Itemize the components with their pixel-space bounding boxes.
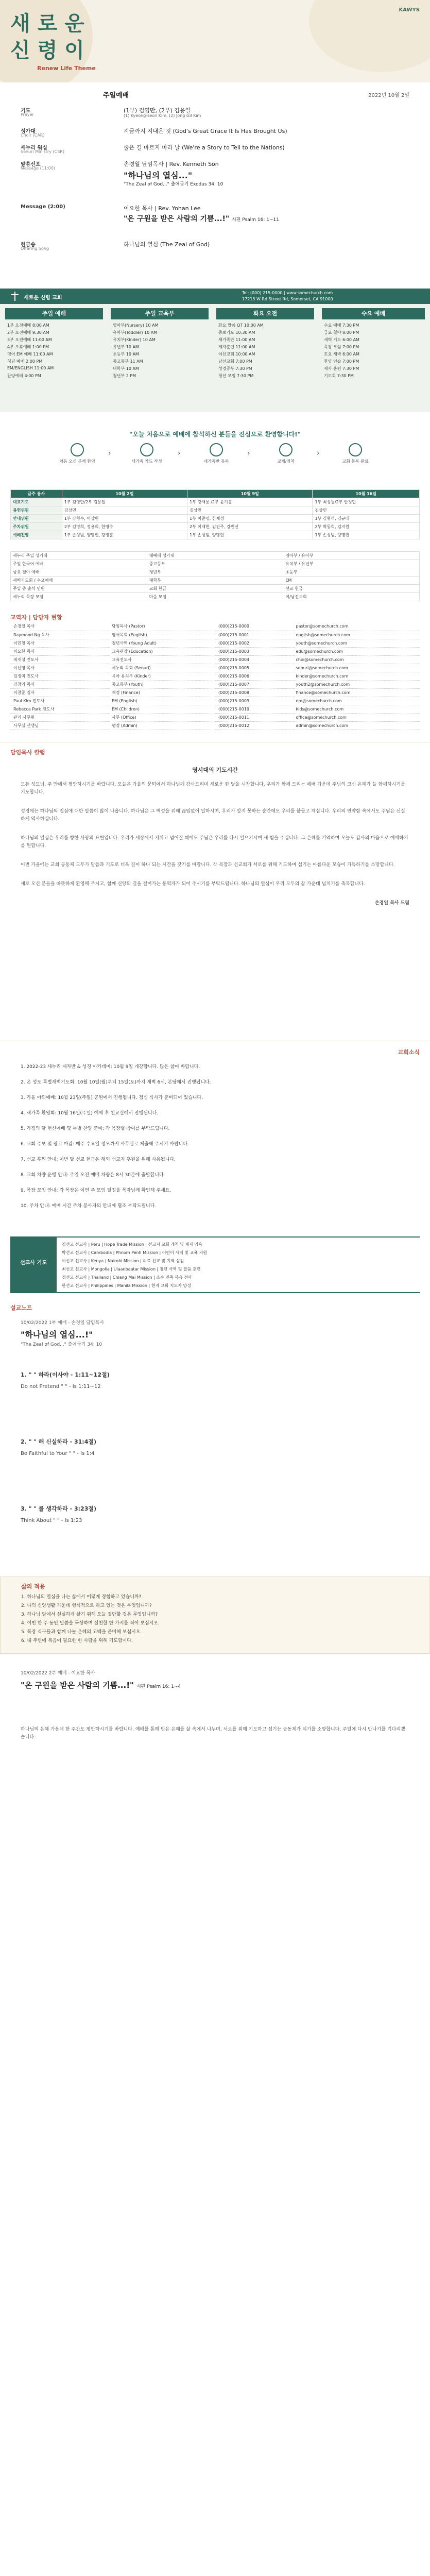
schedule-item: 화요 말씀 QT 10:00 AM — [218, 323, 264, 328]
schedule-item: 새가족반 11:00 AM — [218, 337, 255, 342]
schedule-item: 대학부 10 AM — [113, 366, 139, 371]
sermon-point — [21, 1370, 409, 1406]
row-content: 이요한 목사 | Rev. Yohan Lee — [124, 205, 201, 212]
worship-row-message — [21, 160, 412, 196]
table-cell: 초등부 — [283, 568, 420, 577]
sermon-note-header: 설교노트 — [10, 1304, 32, 1311]
table-cell: 대표기도 — [11, 498, 62, 506]
cross-icon — [10, 292, 20, 301]
table-row — [10, 655, 420, 664]
table-cell: 주차위원 — [11, 523, 62, 531]
mission-row: 최선교 선교사 | Mongolia | Ulaanbaatar Mission | 청년 사역 및 말씀 훈련 — [62, 1267, 201, 1272]
table-cell: (000)215-0003 — [215, 647, 293, 655]
row-sublabel: Message (11:00) — [21, 166, 55, 171]
table-cell: 안내위원 — [11, 515, 62, 523]
apply-list — [21, 1594, 410, 1646]
table-cell: choi@somechurch.com — [293, 655, 420, 664]
table-cell: 1부 이준영, 한재성 — [187, 515, 313, 523]
schedule-column — [7, 323, 54, 380]
mission-row: 이선교 선교사 | Kenya | Nairobi Mission | 의료 선교 및 지역 섬김 — [62, 1259, 184, 1263]
table-cell: youth2@somechurch.com — [293, 680, 420, 688]
point-kr: 3. " " 를 생각하라 - 3:23절) — [21, 1505, 97, 1512]
table-cell: 중고등부 — [147, 560, 283, 568]
church-logo: KAWYS — [399, 7, 420, 13]
column-paragraph: 이번 가을에는 교회 공동체 모두가 말씀과 기도로 더욱 깊이 하나 되는 시간을 갖기를 바랍니다. 각 목장과 선교회가 서로를 위해 기도하며 섬기는 아름다운 모습이 가득하기를 소망합니다. — [21, 862, 395, 868]
schedule-item: 청년 모임 7:30 PM — [218, 374, 254, 378]
table-cell: 유치부 / 유년부 — [283, 560, 420, 568]
schedule-item: 유년부 10 AM — [113, 345, 139, 349]
table-cell: 이민철 목사 — [10, 639, 109, 647]
worship-date: 2022년 10월 2일 — [368, 93, 409, 98]
schedule-item: 제자훈련 11:00 AM — [218, 345, 255, 349]
table-cell: 선교 헌금 — [283, 585, 420, 593]
sermon-note-title: "하나님의 열심...!" — [21, 1330, 93, 1340]
table-cell: 교육관장 (Education) — [109, 647, 215, 655]
row-label: 성가대 — [21, 129, 36, 134]
apply-item: 4. 이번 한 주 동안 말씀을 묵상하며 실천할 한 가지를 적어 보십시오. — [21, 1621, 160, 1626]
step-icon — [140, 443, 153, 456]
table-row — [10, 631, 420, 639]
news-item: 3. 가을 야외예배: 10월 23일(주일) 공원에서 진행됩니다. 점심 식사가 준비되어 있습니다. — [21, 1095, 203, 1100]
second-sermon-meta: 10/02/2022 2부 예배 - 이요한 목사 — [21, 1671, 95, 1676]
schedule-column — [113, 323, 159, 380]
table-row — [11, 498, 420, 506]
row-content: 줄은 길 마르지 마라 날 (We're a Story to Tell to the Nations) — [124, 144, 285, 151]
arrow-right-icon: › — [178, 449, 181, 457]
table-cell: Paul Kim 전도사 — [10, 697, 109, 705]
table-cell: 1부 김형석, 김규태 — [313, 515, 420, 523]
table-cell: edu@somechurch.com — [293, 647, 420, 655]
schedule-item: 초등부 10 AM — [113, 352, 139, 357]
table-cell: senuri@somechurch.com — [293, 664, 420, 672]
row-sublabel: Offering Song — [21, 246, 49, 251]
mission-row: 김선교 선교사 | Peru | Hope Trade Mission | 선교지 교회 개척 및 제자 양육 — [62, 1242, 203, 1247]
step-icon — [349, 443, 362, 456]
schedule-header: 수요 예배 — [322, 308, 425, 319]
row-sublabel: Prayer — [21, 112, 34, 117]
schedule-item: 1부 오전예배 8:00 AM — [7, 323, 49, 328]
column-header: 담임목사 칼럼 — [10, 749, 45, 756]
church-info-band — [0, 289, 430, 304]
table-row — [11, 515, 420, 523]
schedule-item: 여선교회 10:00 AM — [218, 352, 255, 357]
table-cell: 행정 (Admin) — [109, 721, 215, 730]
news-item: 9. 목장 모임 안내: 각 목장은 이번 주 모임 일정을 목자님께 확인해 주세요. — [21, 1188, 171, 1193]
worship-row-offering — [21, 240, 412, 256]
row-content: 지금까지 지내온 것 (God's Great Grace It Is Has Brought Us) — [124, 128, 287, 134]
row-label: Message (2:00) — [21, 204, 65, 210]
second-sermon-title: "온 구원을 받은 사람의 기쁨...!" 시편 Psalm 16: 1~4 — [21, 1681, 181, 1690]
table-row — [10, 688, 420, 697]
table-cell: 2부 박동희, 김지원 — [313, 523, 420, 531]
table-row — [11, 560, 420, 568]
schedule-item: 2부 오전예배 9:30 AM — [7, 330, 49, 335]
table-cell: 1부 강재용 /2부 윤기웅 — [187, 498, 313, 506]
apply-item: 2. 나의 신앙생활 가운데 형식적으로 하고 있는 것은 무엇입니까? — [21, 1603, 152, 1608]
table-row — [10, 721, 420, 730]
hero-title: 새 로 운 신 령 이 — [10, 11, 84, 62]
table-cell: 김상민 — [187, 506, 313, 515]
newcomer-step: 새가족 카드 작성 — [118, 443, 175, 469]
worship-row-senuri — [21, 143, 412, 159]
table-cell: pastor@somechurch.com — [293, 622, 420, 631]
table-cell: 1부 김영만/2부 김용일 — [62, 498, 187, 506]
news-item: 6. 교회 주보 및 광고 마감: 매주 수요일 정오까지 사무실로 제출해 주시기 바랍니다. — [21, 1142, 190, 1147]
table-row — [11, 593, 420, 601]
table-cell: EM (Children) — [109, 705, 215, 713]
schedule-item: 찬양 연습 7:00 PM — [324, 359, 359, 364]
row-content: (1부) 김영만, (2부) 김용일 — [124, 107, 191, 114]
row-sublabel: Senuri Ministry (CSR) — [21, 149, 64, 154]
worship-row-choir — [21, 127, 412, 142]
table-cell: 영아부 / 유아부 — [283, 552, 420, 560]
table-cell: admin@somechurch.com — [293, 721, 420, 730]
table-cell: 세누리 목장 모임 — [11, 593, 147, 601]
table-cell: 김상민 — [62, 506, 187, 515]
news-item: 1. 2022-23 새누리 제자반 & 성경 아카데미: 10월 9일 개강합니다. 많은 참여 바랍니다. — [21, 1064, 200, 1070]
table-row — [11, 577, 420, 585]
newcomer-step: 교회 등록 완료 — [327, 443, 384, 469]
table-cell: 여/남선교회 — [283, 593, 420, 601]
news-item: 5. 가정의 달 헌신예배 및 특별 찬양 준비: 각 목장별 참여를 부탁드립니다. — [21, 1126, 170, 1131]
table-cell: 대예배 성가대 — [147, 552, 283, 560]
table-cell: (000)215-0000 — [215, 622, 293, 631]
schedule-item: 수요 예배 7:30 PM — [324, 323, 359, 328]
schedule-item: 성경공부 7:30 PM — [218, 366, 252, 371]
arrow-right-icon: › — [317, 449, 320, 457]
table-cell: 1부 손성범, 양명현, 강정훈 — [62, 531, 187, 539]
schedule-item: 청년부 2 PM — [113, 374, 136, 378]
news-item: 10. 주차 안내: 예배 시간 주차 봉사자의 안내에 협조 부탁드립니다. — [21, 1204, 157, 1209]
table-cell: em@somechurch.com — [293, 697, 420, 705]
table-cell: 예배진행 — [11, 531, 62, 539]
table-cell: 김정미 전도사 — [10, 672, 109, 680]
schedule-header: 주일 예배 — [5, 308, 103, 319]
schedule-item: 남선교회 7:00 PM — [218, 359, 252, 364]
worship-row-prayer — [21, 106, 412, 122]
table-row — [11, 585, 420, 593]
table-cell: 봉헌위원 — [11, 506, 62, 515]
schedule-item: 제자 훈련 7:30 PM — [324, 366, 359, 371]
table-header-row: 금주 봉사 10월 2일 10월 9일 10월 16일 — [11, 490, 420, 498]
news-list — [21, 1063, 409, 1218]
schedule-column — [324, 323, 359, 380]
table-cell: 김상민 — [313, 506, 420, 515]
news-item: 2. 온 성도 특별새벽기도회: 10월 10일(월)부터 15일(토)까지 새벽 6시, 본당에서 진행됩니다. — [21, 1080, 211, 1085]
table-cell: Rebecca Park 전도사 — [10, 705, 109, 713]
schedule-item: 4부 오후예배 1:00 PM — [7, 345, 49, 349]
arrow-right-icon: › — [108, 449, 111, 457]
news-item: 7. 선교 후원 안내: 이번 달 선교 헌금은 해외 선교지 후원을 위해 사용됩니다. — [21, 1157, 176, 1162]
table-cell: 세누리 주일 성가대 — [11, 552, 147, 560]
table-cell: 주일 총 출석 인원 — [11, 585, 147, 593]
arrow-right-icon: › — [247, 449, 250, 457]
table-cell: 이창준 집사 — [10, 688, 109, 697]
newcomer-title: "오늘 처음으로 예배에 참석하신 분들을 진심으로 환영합니다!" — [129, 431, 301, 438]
table-cell: 교육전도사 — [109, 655, 215, 664]
table-cell: 영어목회 (English) — [109, 631, 215, 639]
schedule-item: EM/ENGLISH 11:00 AM — [7, 366, 54, 370]
row-label: 기도 — [21, 108, 31, 114]
table-row — [10, 705, 420, 713]
table-cell: 최재성 전도사 — [10, 655, 109, 664]
table-cell: (000)215-0008 — [215, 688, 293, 697]
row-content: 손경일 담임목사 | Rev. Kenneth Son — [124, 161, 219, 167]
table-cell: (000)215-0001 — [215, 631, 293, 639]
table-cell: 김창기 목사 — [10, 680, 109, 688]
schedule-item: 토요 새벽 6:00 AM — [324, 352, 359, 357]
table-cell: 1부 최성원/2부 안정민 — [313, 498, 420, 506]
newcomer-step: 교제/정착 — [257, 443, 314, 469]
church-address: 17215 W Rd Street Rd, Somerset, CA 91000 — [242, 297, 333, 301]
schedule-item: 영어 EM 예배 11:00 AM — [7, 352, 53, 357]
schedule-item: 찬양예배 4:00 PM — [7, 374, 41, 378]
schedule-item: 목장 모임 7:00 PM — [324, 345, 359, 349]
mission-row: 박선교 선교사 | Cambodia | Phnom Penh Mission | 어린이 사역 및 교육 지원 — [62, 1250, 208, 1255]
table-row — [11, 523, 420, 531]
table-cell: (000)215-0005 — [215, 664, 293, 672]
news-item: 8. 교회 차량 운행 안내: 주일 오전 예배 차량은 8시 30분에 출발합니다. — [21, 1173, 165, 1178]
schedule-item: 청년 예배 2:00 PM — [7, 359, 43, 364]
table-cell: 청년사역 (Young Adult) — [109, 639, 215, 647]
table-cell: 마을 모임 — [147, 593, 283, 601]
schedule-item: 중고등부 11 AM — [113, 359, 143, 364]
mission-label: 선교사 기도 — [10, 1238, 57, 1292]
table-cell: 대학부 — [147, 577, 283, 585]
table-row — [10, 680, 420, 688]
closing-paragraph: 하나님의 은혜 가운데 한 주간도 평안하시기를 바랍니다. 예배를 통해 받은 은혜를 삶 속에서 나누며, 서로를 위해 기도하고 섬기는 공동체가 되기를 소망합니다. 주일에 다시 만나기를 기다리겠습니다. — [21, 1727, 405, 1740]
table-cell: 교회 헌금 — [147, 585, 283, 593]
worship-order — [0, 82, 430, 278]
apply-item: 5. 목장 식구들과 함께 나눌 은혜의 고백을 준비해 보십시오. — [21, 1630, 142, 1635]
table-cell: youth@somechurch.com — [293, 639, 420, 647]
table-cell: 유아 유치부 (Kinder) — [109, 672, 215, 680]
step-icon — [210, 443, 223, 456]
schedule-item: 유아부(Toddler) 10 AM — [113, 330, 158, 335]
sermon-point — [21, 1437, 409, 1473]
serve-table — [10, 489, 420, 539]
table-row — [10, 639, 420, 647]
table-cell: 세누리 목회 (Senuri) — [109, 664, 215, 672]
sermon-title: "하나님의 열심..." — [124, 171, 193, 180]
apply-item: 1. 하나님의 열심을 나는 삶에서 어떻게 경험하고 있습니까? — [21, 1595, 142, 1600]
mission-section — [10, 1236, 420, 1293]
table-cell: 금요 철야 예배 — [11, 568, 147, 577]
point-kr: 2. " " 해 신실하라 - 31:4절) — [21, 1438, 97, 1445]
table-cell: 관리 사무원 — [10, 713, 109, 721]
table-row — [10, 713, 420, 721]
step-icon — [279, 443, 293, 456]
mission-row: 정선교 선교사 | Thailand | Chiang Mai Mission | 소수 민족 복음 전파 — [62, 1275, 192, 1280]
table-row — [10, 664, 420, 672]
table-cell: Raymond Ng 목사 — [10, 631, 109, 639]
row-label: 세누리 워십 — [21, 145, 47, 151]
table-cell: (000)215-0012 — [215, 721, 293, 730]
closing-section — [0, 1710, 430, 2576]
table-cell: 1부 강형수, 이상원 — [62, 515, 187, 523]
table-cell: 담임목사 (Pastor) — [109, 622, 215, 631]
column-body — [21, 781, 409, 907]
hero-banner — [0, 0, 430, 82]
row-content: 하나님의 열심 (The Zeal of God) — [124, 241, 210, 248]
table-cell: 이요한 목사 — [10, 647, 109, 655]
worship-row-afternoon — [21, 204, 412, 235]
attendance-table — [10, 551, 420, 601]
afternoon-title: "온 구원을 받은 사람의 기쁨...!" 시편 Psalm 16: 1~11 — [124, 215, 279, 223]
table-cell: 청년부 — [147, 568, 283, 577]
table-cell: EM (English) — [109, 697, 215, 705]
schedule-item: 중보기도 10:30 AM — [218, 330, 255, 335]
hero-subtitle: Renew Life Theme — [37, 65, 96, 72]
schedule-item: 기도회 7:30 PM — [324, 374, 354, 378]
table-cell: 사무 (Office) — [109, 713, 215, 721]
schedule-header: 화요 오전 — [216, 308, 314, 319]
schedule-section — [0, 304, 430, 412]
table-row — [10, 647, 420, 655]
point-en: Do not Pretend " " - Is 1:11~12 — [21, 1384, 101, 1389]
table-cell: 손경일 목사 — [10, 622, 109, 631]
sermon-subtitle: "The Zeal of God..." 출애굽기 Exodus 34: 10 — [124, 182, 223, 187]
table-cell: (000)215-0006 — [215, 672, 293, 680]
mission-row: 한선교 선교사 | Philippines | Manila Mission | 현지 교회 지도자 양성 — [62, 1283, 191, 1288]
step-icon — [71, 443, 84, 456]
schedule-item: 새벽 기도 6:00 AM — [324, 337, 359, 342]
table-row — [10, 697, 420, 705]
table-cell: (000)215-0004 — [215, 655, 293, 664]
newcomer-section — [0, 422, 430, 484]
table-cell: finance@somechurch.com — [293, 688, 420, 697]
table-cell: 재정 (Finance) — [109, 688, 215, 697]
schedule-header: 주일 교육부 — [111, 308, 209, 319]
table-cell: 주일 한국어 예배 — [11, 560, 147, 568]
table-cell: (000)215-0010 — [215, 705, 293, 713]
table-row — [11, 531, 420, 539]
church-contact: Tel: (000) 215-0000 | www.somechurch.com — [242, 291, 333, 295]
news-header: 교회소식 — [398, 1049, 420, 1056]
table-cell: kinder@somechurch.com — [293, 672, 420, 680]
table-cell: 1부 손성범, 양명현 — [313, 531, 420, 539]
newcomer-step: 처음 오신 분께 환영 — [49, 443, 106, 469]
schedule-item: 3부 오전예배 11:00 AM — [7, 337, 52, 342]
table-cell: (000)215-0011 — [215, 713, 293, 721]
table-cell: (000)215-0007 — [215, 680, 293, 688]
row-label: 헌금송 — [21, 242, 36, 248]
column-paragraph: 하나님의 열심은 우리를 향한 사랑의 표현입니다. 우리가 세상에서 지치고 넘어질 때에도 주님은 우리를 다시 일으키시며 새 힘을 주십니다. 그 은혜를 기억하며 오늘도 감사의 마음으로 예배하기를 원합니다. — [21, 836, 408, 849]
table-row — [11, 552, 420, 560]
table-row — [11, 506, 420, 515]
staff-header: 교역자 | 담당자 현황 — [10, 614, 62, 621]
row-content-en: (1) Kyeong-seon Kim, (2) Jong Gil Kim — [124, 113, 201, 118]
table-cell: 이선영 목사 — [10, 664, 109, 672]
table-cell: 새벽기도회 / 수요예배 — [11, 577, 147, 585]
table-cell: 1부 손성범, 양명현 — [187, 531, 313, 539]
schedule-item: 영아부(Nursery) 10 AM — [113, 323, 159, 328]
apply-section — [0, 1577, 430, 1654]
table-cell: (000)215-0009 — [215, 697, 293, 705]
table-row — [10, 622, 420, 631]
church-name: 새로운 신령 교회 — [24, 295, 62, 301]
apply-header: 삶의 적용 — [21, 1583, 45, 1590]
column-paragraph: 새로 오신 분들을 따뜻하게 환영해 주시고, 함께 신앙의 길을 걸어가는 동역자가 되어 주시기를 부탁드립니다. 하나님의 열심이 우리 모두의 삶 가운데 넘치기를 축복합니다. — [21, 882, 365, 887]
column-title: 영시대의 기도시간 — [192, 767, 238, 773]
column-paragraph: 모든 성도님, 주 안에서 평안하시기를 바랍니다. 오늘은 가을의 문턱에서 하나님께 감사드리며 새로운 한 달을 시작합니다. 우리가 함께 드리는 예배 가운데 주님의 크신 은혜가 늘 함께하시기를 기도합니다. — [21, 782, 405, 795]
staff-table — [10, 622, 420, 730]
table-cell: 사무실 선생님 — [10, 721, 109, 730]
point-en: Be Faithful to Your " " - Is 1:4 — [21, 1451, 95, 1456]
table-cell: kids@somechurch.com — [293, 705, 420, 713]
newcomer-step: 새가족반 등록 — [188, 443, 245, 469]
news-item: 4. 새가족 환영회: 10월 16일(주일) 예배 후 친교실에서 진행됩니다. — [21, 1111, 159, 1116]
apply-item: 6. 내 주변에 복음이 필요한 한 사람을 위해 기도합시다. — [21, 1638, 133, 1643]
table-cell: office@somechurch.com — [293, 713, 420, 721]
table-cell: 2부 김명희, 정용희, 한명수 — [62, 523, 187, 531]
row-sublabel: Choir (CAR) — [21, 133, 45, 138]
sermon-note-meta: 10/02/2022 1부 예배 - 손경일 담임목사 — [21, 1320, 105, 1326]
table-row — [11, 568, 420, 577]
table-cell: EM — [283, 577, 420, 585]
schedule-item: 유치부(Kinder) 10 AM — [113, 337, 156, 342]
apply-item: 3. 하나님 앞에서 신실하게 살기 위해 오늘 결단할 것은 무엇입니까? — [21, 1612, 158, 1617]
table-cell: 2부 이재현, 김진주, 강민선 — [187, 523, 313, 531]
sermon-point — [21, 1504, 409, 1540]
row-label: 말씀선포 — [21, 162, 41, 167]
schedule-item: 금요 철야 8:00 PM — [324, 330, 359, 335]
table-cell: (000)215-0002 — [215, 639, 293, 647]
schedule-column — [218, 323, 264, 380]
point-en: Think About " " - Is 1:23 — [21, 1518, 82, 1523]
worship-title: 주일예배 — [103, 92, 129, 99]
point-kr: 1. " " 하라(이사야 - 1:11~12절) — [21, 1371, 110, 1378]
table-row — [10, 672, 420, 680]
sermon-note-subtitle: "The Zeal of God..." 출애굽기 34: 10 — [21, 1342, 102, 1347]
column-paragraph: 성경에는 하나님의 열심에 대한 말씀이 많이 나옵니다. 하나님은 그 백성을 위해 끊임없이 일하시며, 우리가 알지 못하는 순간에도 우리를 붙들고 계십니다. 우리의 연약함 속에서도 주님은 신실하게 역사하십니다. — [21, 809, 405, 822]
column-signature: 손경일 목사 드림 — [374, 901, 409, 906]
table-cell: 중고등부 (Youth) — [109, 680, 215, 688]
table-cell: english@somechurch.com — [293, 631, 420, 639]
